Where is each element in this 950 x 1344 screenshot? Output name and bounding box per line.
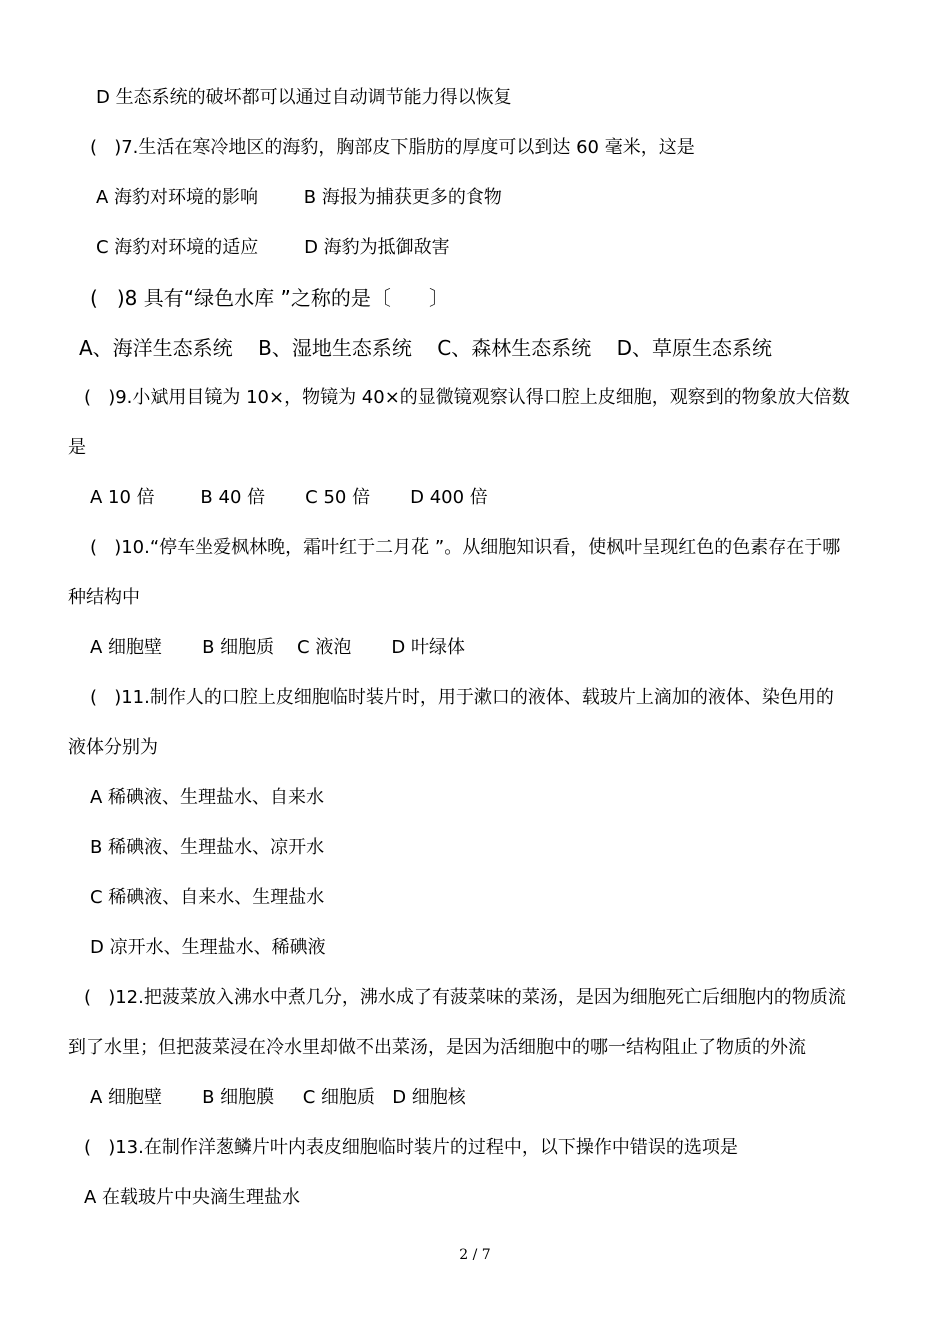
options-7-ab: A 海豹对环境的影响 B 海报为捕获更多的食物 <box>96 187 502 208</box>
option-6d: D 生态系统的破坏都可以通过自动调节能力得以恢复 <box>96 87 512 108</box>
question-10: ( )10.“停车坐爱枫林晚，霜叶红于二月花 ”。从细胞知识看，使枫叶呈现红色的色素存在于哪 <box>90 537 841 558</box>
question-13: ( )13.在制作洋葱鳞片叶内表皮细胞临时装片的过程中，以下操作中错误的选项是 <box>84 1137 738 1158</box>
question-11-cont: 液体分别为 <box>68 737 158 758</box>
option-11b: B 稀碘液、生理盐水、凉开水 <box>90 837 325 858</box>
question-8: ( )8 具有“绿色水库 ”之称的是〔 〕 <box>90 286 449 310</box>
question-10-cont: 种结构中 <box>68 587 140 608</box>
option-11d: D 凉开水、生理盐水、稀碘液 <box>90 937 326 958</box>
options-9: A 10 倍 B 40 倍 C 50 倍 D 400 倍 <box>90 487 488 508</box>
option-11a: A 稀碘液、生理盐水、自来水 <box>90 787 325 808</box>
question-9: ( )9.小斌用目镜为 10×，物镜为 40×的显微镜观察认得口腔上皮细胞，观察到的物象放大倍数 <box>84 387 850 408</box>
option-13a: A 在载玻片中央滴生理盐水 <box>84 1187 301 1208</box>
option-11c: C 稀碘液、自来水、生理盐水 <box>90 887 325 908</box>
question-7: ( )7.生活在寒冷地区的海豹，胸部皮下脂肪的厚度可以到达 60 毫米，这是 <box>90 137 695 158</box>
options-7-cd: C 海豹对环境的适应 D 海豹为抵御敌害 <box>96 237 450 258</box>
options-12: A 细胞壁 B 细胞膜 C 细胞质 D 细胞核 <box>90 1087 466 1108</box>
options-10: A 细胞壁 B 细胞质 C 液泡 D 叶绿体 <box>90 637 465 658</box>
question-9-cont: 是 <box>68 437 86 458</box>
question-12-cont: 到了水里；但把菠菜浸在冷水里却做不出菜汤，是因为活细胞中的哪一结构阻止了物质的外流 <box>68 1037 806 1058</box>
question-12: ( )12.把菠菜放入沸水中煮几分，沸水成了有菠菜味的菜汤，是因为细胞死亡后细胞内的物质流 <box>84 987 846 1008</box>
question-11: ( )11.制作人的口腔上皮细胞临时装片时，用于漱口的液体、载玻片上滴加的液体、染色用的 <box>90 687 834 708</box>
options-8: A、海洋生态系统 B、湿地生态系统 C、森林生态系统 D、草原生态系统 <box>79 336 773 360</box>
page-number: 2 / 7 <box>459 1247 491 1263</box>
